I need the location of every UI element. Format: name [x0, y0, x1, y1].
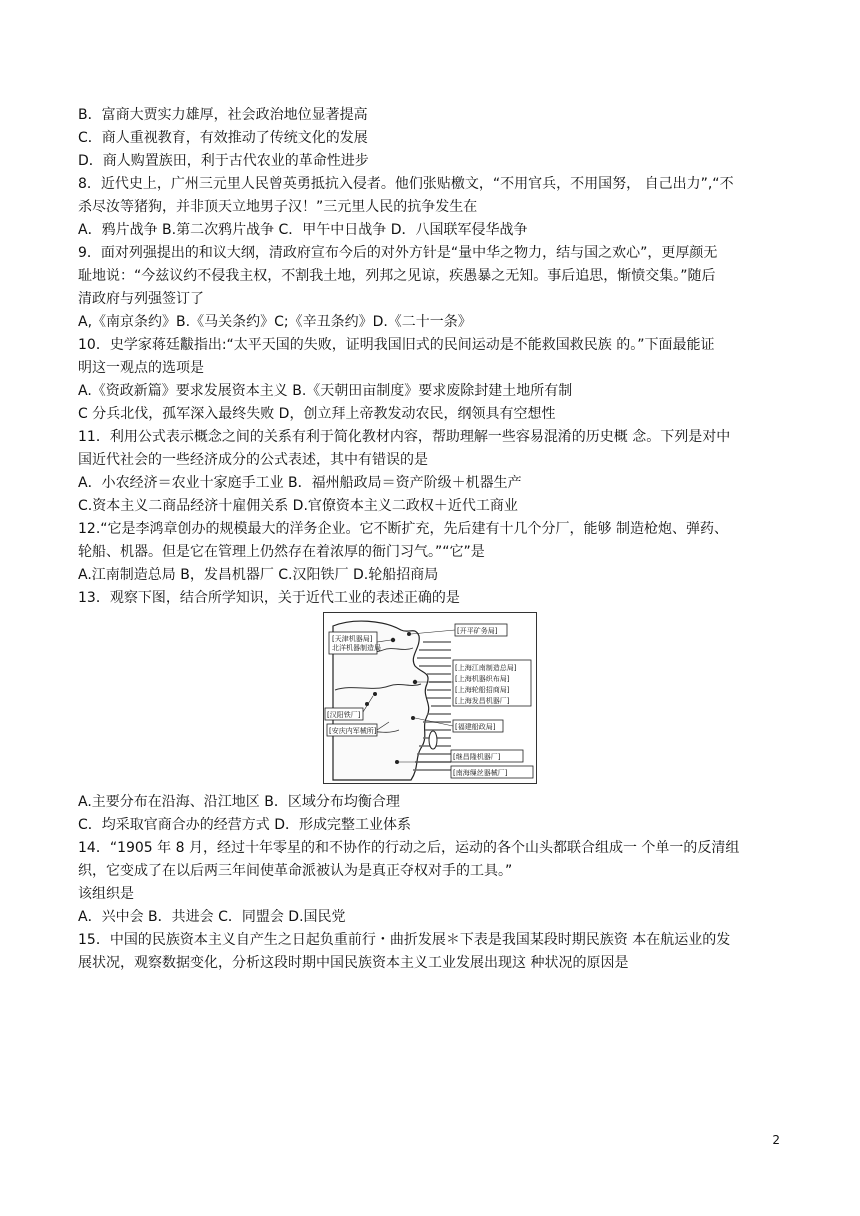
text-line: 该组织是 — [78, 886, 134, 902]
text-line: 耻地说：“今兹议约不侵我主权，不割我土地，列邦之见谅，疾愚暴之无知。事后追思，惭愤交集。”随后 — [78, 268, 716, 284]
text-line: C．商人重视教育，有效推动了传统文化的发展 — [78, 130, 368, 146]
text-line: 明这一观点的选项是 — [78, 360, 204, 376]
question-13: 13．观察下图，结合所学知识，关于近代工业的表述正确的是 — [78, 590, 460, 606]
map-label: [上海江南制造总局] — [455, 664, 517, 672]
options-13: A.主要分布在沿海、沿江地区 B．区域分布均衡合理 — [78, 794, 400, 810]
map-label: [天津机器局] — [332, 635, 373, 643]
map-label: 北洋机器制造局 — [332, 644, 381, 652]
question-9: 9．面对列强提出的和议大纲，清政府宣布今后的对外方针是“量中华之物力，结与国之欢心”，更厚颜无 — [78, 245, 718, 261]
map-label: [上海轮船招商局] — [455, 686, 510, 694]
options-12: A.江南制造总局 B，发昌机器厂 C.汉阳铁厂 D.轮船招商局 — [78, 567, 439, 583]
map-label: [福建船政局] — [455, 723, 496, 731]
text-line: D．商人购置族田，利于古代农业的革命性进步 — [78, 153, 369, 169]
question-12: 12.“它是李鸿章创办的规模最大的洋务企业。它不断扩充，先后建有十几个分厂，能够 制造枪炮、弹药、 — [78, 521, 728, 537]
question-14: 14．“1905 年 8 月，经过十年零星的和不协作的行动之后，运动的各个山头都联合组成一 个单一的反清组 — [78, 840, 740, 856]
text-line: 杀尽汝等猪狗，并非顶天立地男子汉！”三元里人民的抗争发生在 — [78, 199, 478, 215]
options-8: A．鸦片战争 B.第二次鸦片战争 C．甲午中日战争 D．八国联军侵华战争 — [78, 222, 528, 238]
question-15: 15．中国的民族资本主义自产生之日起负重前行・曲折发展＊下表是我国某段时期民族资 本在航运业的发 — [78, 932, 731, 948]
china-map-image — [323, 612, 537, 784]
question-10: 10．史学家蒋廷黻指出:“太平天国的失败，证明我国旧式的民间运动是不能救国救民族 的。”下面最能证 — [78, 337, 715, 353]
options-10: C 分兵北伐，孤军深入最终失败 D，创立拜上帝教发动农民，纲领具有空想性 — [78, 406, 556, 422]
map-label: [南海缫丝器械厂] — [453, 769, 508, 777]
text-line: 国近代社会的一些经济成分的公式表述，其中有错误的是 — [78, 452, 428, 468]
options-14: A．兴中会 B．共进会 C．同盟会 D.国民党 — [78, 909, 346, 925]
options-11: A．小农经济＝农业十家庭手工业 B．福州船政局＝资产阶级＋机器生产 — [78, 475, 522, 491]
text-line: 织，它变成了在以后两三年间使革命派被认为是真正夺权对手的工具。” — [78, 863, 513, 879]
text-line: 清政府与列强签订了 — [78, 291, 204, 307]
options-11: C.资本主义二商品经济十雇佣关系 D.官僚资本主义二政权＋近代工商业 — [78, 498, 518, 514]
page-number: 2 — [772, 1133, 780, 1147]
text-line: 轮船、机器。但是它在管理上仍然存在着浓厚的衙门习气。”“它”是 — [78, 544, 485, 560]
map-label: [上海机器织布局] — [455, 675, 510, 683]
question-8: 8．近代史上，广州三元里人民曾英勇抵抗入侵者。他们张贴檄文，“不用官兵，不用国努， 自己出力”,“不 — [78, 176, 734, 192]
map-label: [开平矿务局] — [457, 627, 498, 635]
options-10: A.《资政新篇》要求发展资本主义 B.《天朝田亩制度》要求废除封建土地所有制 — [78, 383, 573, 399]
options-13: C．均采取官商合办的经营方式 D．形成完整工业体系 — [78, 817, 412, 833]
question-11: 11．利用公式表示概念之间的关系有利于简化教材内容，帮助理解一些容易混淆的历史概 念。下列是对中 — [78, 429, 731, 445]
map-label: [安庆内军械所] — [329, 727, 377, 735]
options-9: A,《南京条约》B.《马关条约》C;《辛丑条约》D.《二十一条》 — [78, 314, 472, 330]
map-label: [汉阳铁厂] — [327, 711, 361, 719]
map-label: [上海发昌机器厂] — [455, 697, 510, 705]
industry-map-figure — [323, 612, 537, 784]
map-label: [继昌隆机器厂] — [453, 753, 501, 761]
text-line: B．富商大贾实力雄厚，社会政治地位显著提高 — [78, 107, 368, 123]
text-line: 展状况，观察数据变化，分析这段时期中国民族资本主义工业发展出现这 种状况的原因是 — [78, 955, 629, 971]
